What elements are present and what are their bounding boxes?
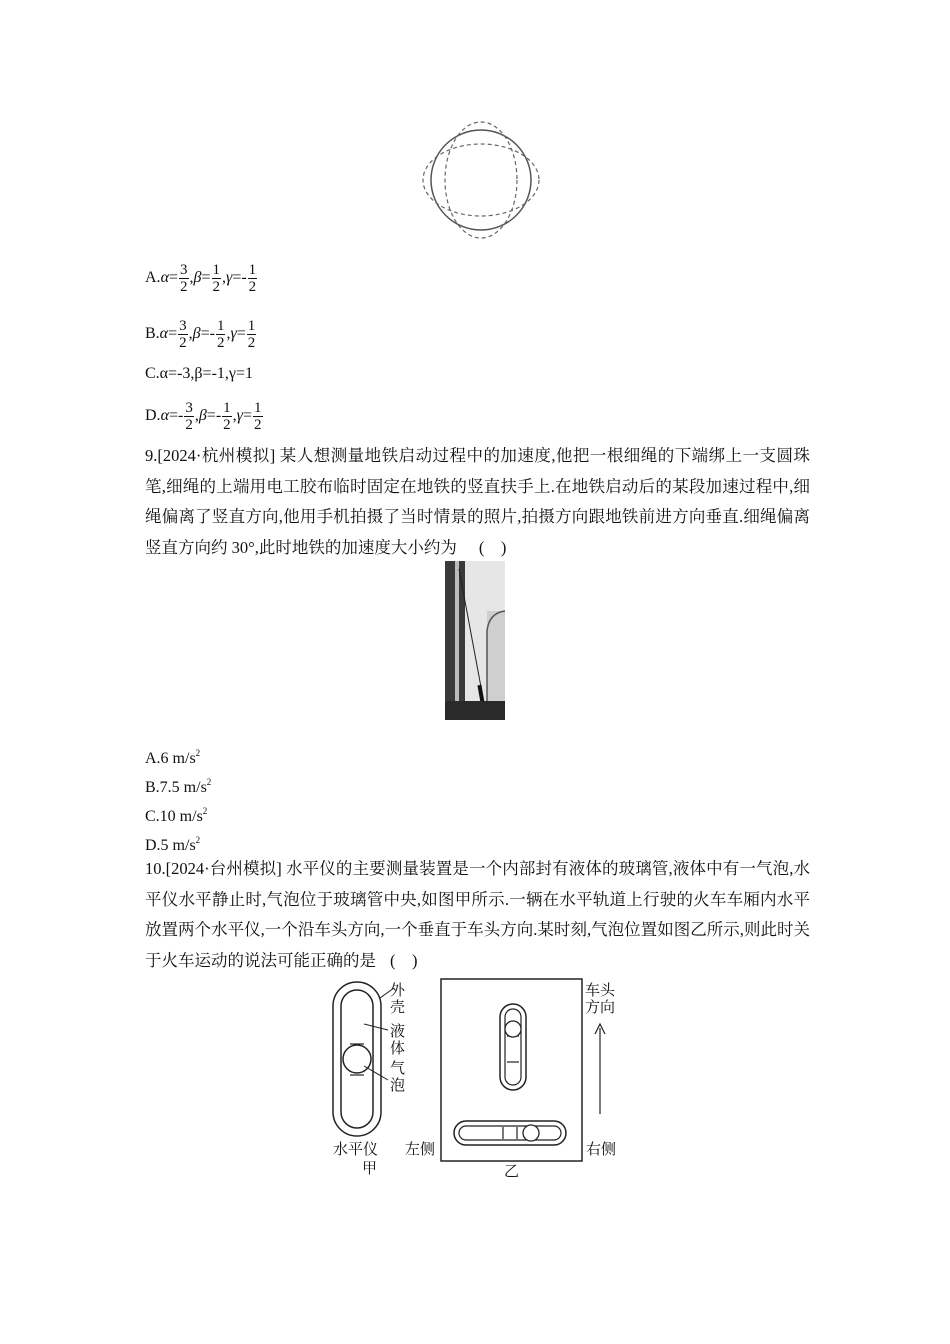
answer-paren[interactable]: ( ) — [390, 950, 418, 970]
deformed-ellipse-vertical — [445, 122, 517, 238]
deformation-figure — [415, 120, 545, 242]
vertical-bubble — [505, 1021, 521, 1037]
fraction: $\frac{1}{2}$ — [254, 400, 262, 433]
horizontal-level-outer — [454, 1121, 566, 1145]
q9-option-d[interactable]: D.5 $m/s^2$ — [145, 835, 201, 854]
original-circle — [431, 130, 531, 230]
q8-option-c[interactable]: C.α=-3,β=-1,γ=1 — [145, 365, 253, 382]
q9-option-c[interactable]: C.10 $m/s^2$ — [145, 806, 208, 825]
answer-paren[interactable]: ( ) — [478, 537, 507, 557]
fraction: $\frac{1}{2}$ — [247, 318, 256, 351]
deformed-ellipse-horizontal — [423, 144, 539, 216]
direction-arrow — [593, 1022, 607, 1116]
q9-option-a[interactable]: A.6 $m/s^2$ — [145, 748, 201, 767]
fraction: $\frac{3}{2}$ — [180, 262, 188, 295]
bubble-pointer — [364, 1066, 388, 1080]
q8-option-b[interactable]: B.α= $\frac{3}{2}$ ,β=- $\frac{1}{2}$ ,γ= $\frac{1}{2}$ — [145, 318, 256, 351]
label-bubble: 气 泡 — [390, 1061, 406, 1094]
label-jia: 甲 — [362, 1161, 378, 1177]
q9-option-b[interactable]: B.7.5 $m/s^2$ — [145, 777, 212, 796]
label-right-side: 右侧 — [586, 1142, 617, 1158]
label-liquid: 液 体 — [390, 1024, 406, 1057]
horizontal-level-inner — [459, 1126, 561, 1140]
label-yi: 乙 — [504, 1164, 520, 1180]
photo-bottom — [445, 701, 505, 720]
bubble — [343, 1045, 371, 1073]
fraction: $\frac{1}{2}$ — [216, 318, 225, 351]
fraction: $\frac{1}{2}$ — [223, 400, 231, 433]
label-left-side: 左侧 — [405, 1142, 436, 1158]
fraction: $\frac{1}{2}$ — [248, 262, 257, 295]
q8-option-a[interactable]: A.α= $\frac{3}{2}$ ,β= $\frac{1}{2}$ ,γ=- $\frac{1}{2}$ — [145, 262, 257, 295]
question-9: 9.[2024·杭州模拟] 某人想测量地铁启动过程中的加速度,他把一根细绳的下端绑上一支圆珠笔,细绳的上端用电工胶布临时固定在地铁的竖直扶手上.在地铁启动后的某段加速过程中,细绳偏离了竖直方向,他用手机拍摄了当时情景的照片,拍摄方向跟地铁前进方向垂直.细绳偏离竖直方向约 30°,此时地铁的加速度大小约为 ( ) — [145, 446, 811, 557]
label-level: 水平仪 — [333, 1142, 379, 1158]
carriage-figure-yi — [440, 978, 585, 1163]
liquid-pointer — [364, 1024, 388, 1030]
fraction: $\frac{3}{2}$ — [185, 400, 193, 433]
question-10: 10.[2024·台州模拟] 水平仪的主要测量装置是一个内部封有液体的玻璃管,液体中有一气泡,水平仪水平静止时,气泡位于玻璃管中央,如图甲所示.一辆在水平轨道上行驶的火车车厢内水平放置两个水平仪,一个沿车头方向,一个垂直于车头方向.某时刻,气泡位置如图乙所示,则此时关于火车运动的说法可能正确的是 ( ) — [145, 859, 810, 970]
horizontal-bubble — [523, 1125, 539, 1141]
q8-option-d[interactable]: D.α=- $\frac{3}{2}$ ,β=- $\frac{1}{2}$ ,γ= $\frac{1}{2}$ — [145, 400, 262, 433]
fraction: $\frac{1}{2}$ — [212, 262, 220, 295]
vertical-level-outer — [500, 1004, 526, 1090]
label-shell: 外 壳 — [390, 983, 406, 1016]
handrail — [455, 561, 459, 720]
subway-photo — [445, 561, 505, 720]
fraction: $\frac{3}{2}$ — [179, 318, 187, 351]
label-train-head: 车头 方向 — [585, 983, 616, 1016]
